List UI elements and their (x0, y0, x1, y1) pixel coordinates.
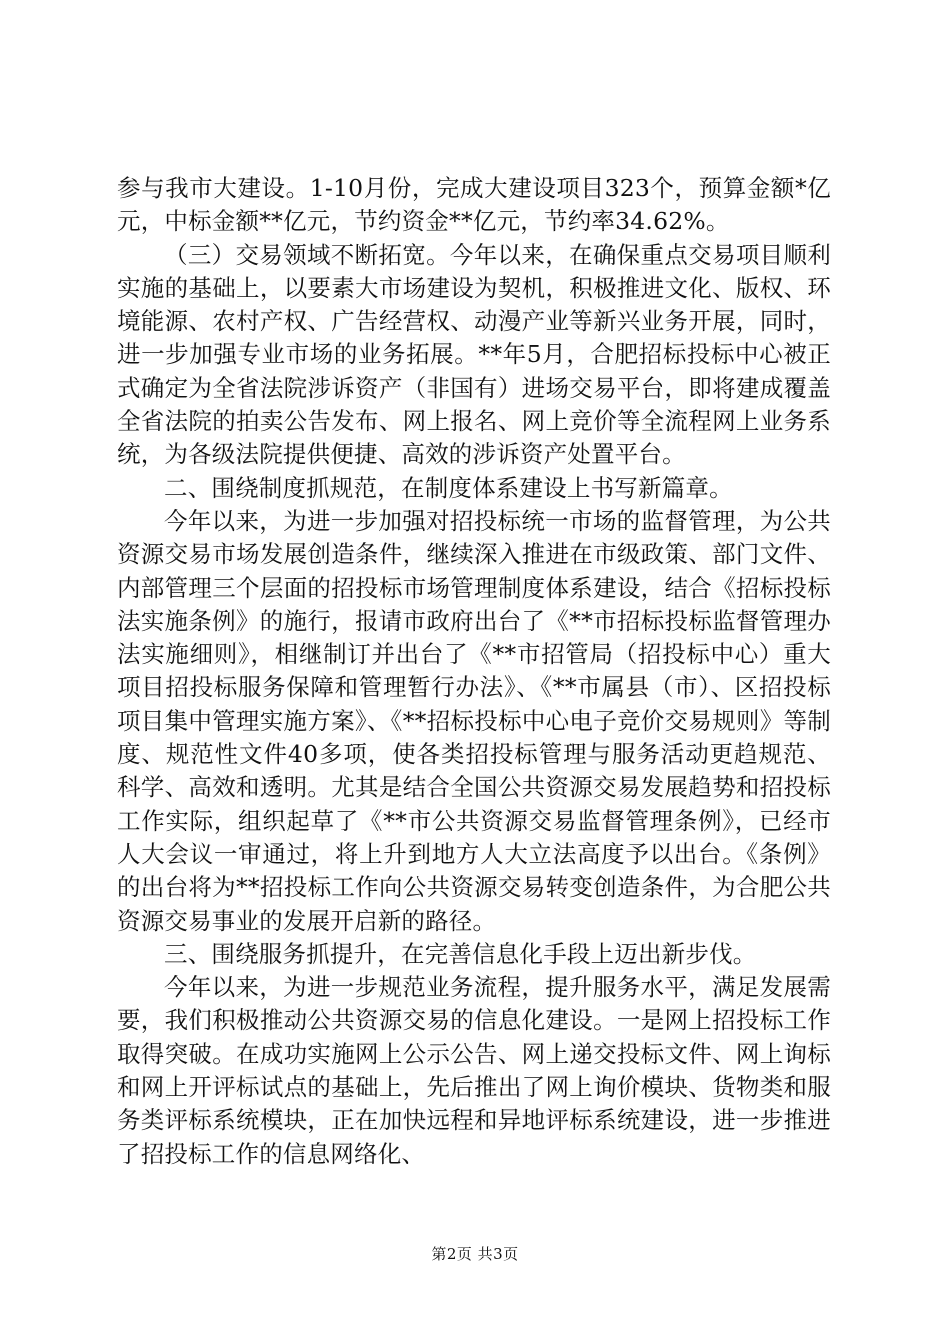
section-heading-3: 三、围绕服务抓提升，在完善信息化手段上迈出新步伐。 (164, 939, 757, 968)
paragraph-4: 今年以来，为进一步规范业务流程，提升服务水平，满足发展需要，我们积极推动公共资源交易的信息化建设。一是网上招投标工作取得突破。在成功实施网上公示公告、网上递交投标文件、网上询标和网上开评标试点的基础上，先后推出了网上询价模块、货物类和服务类评标系统模块，正在加快远程和异地评标系统建设，进一步推进了招投标工作的信息网络化、 (117, 973, 831, 1168)
paragraph-1: 参与我市大建设。1-10月份，完成大建设项目323个，预算金额*亿元，中标金额**亿元，节约资金**亿元，节约率34.62%。 (117, 174, 831, 236)
paragraph-2: （三）交易领域不断拓宽。今年以来，在确保重点交易项目顺利实施的基础上，以要素大市场建设为契机，积极推进文化、版权、环境能源、农村产权、广告经营权、动漫产业等新兴业务开展，同时，进一步加强专业市场的业务拓展。**年5月，合肥招标投标中心被正式确定为全省法院涉诉资产（非国有）进场交易平台，即将建成覆盖全省法院的拍卖公告发布、网上报名、网上竞价等全流程网上业务系统，为各级法院提供便捷、高效的涉诉资产处置平台。 (117, 240, 831, 469)
document-body (117, 172, 831, 1171)
paragraph-3: 今年以来，为进一步加强对招投标统一市场的监督管理，为公共资源交易市场发展创造条件，继续深入推进在市级政策、部门文件、内部管理三个层面的招投标市场管理制度体系建设，结合《招标投标法实施条例》的施行，报请市政府出台了《**市招标投标监督管理办法实施细则》，相继制订并出台了《**市招管局（招投标中心）重大项目招投标服务保障和管理暂行办法》、《**市属县（市）、区招投标项目集中管理实施方案》、《**招标投标中心电子竞价交易规则》等制度、规范性文件40多项，使各类招投标管理与服务活动更趋规范、科学、高效和透明。尤其是结合全国公共资源交易发展趋势和招投标工作实际，组织起草了《**市公共资源交易监督管理条例》，已经市人大会议一审通过，将上升到地方人大立法高度予以出台。《条例》的出台将为**招投标工作向公共资源交易转变创造条件，为合肥公共资源交易事业的发展开启新的路径。 (117, 506, 831, 935)
page-footer (0, 1244, 950, 1264)
page-number-label: 第2页 共3页 (431, 1245, 519, 1263)
section-heading-2: 二、围绕制度抓规范，在制度体系建设上书写新篇章。 (164, 473, 733, 502)
